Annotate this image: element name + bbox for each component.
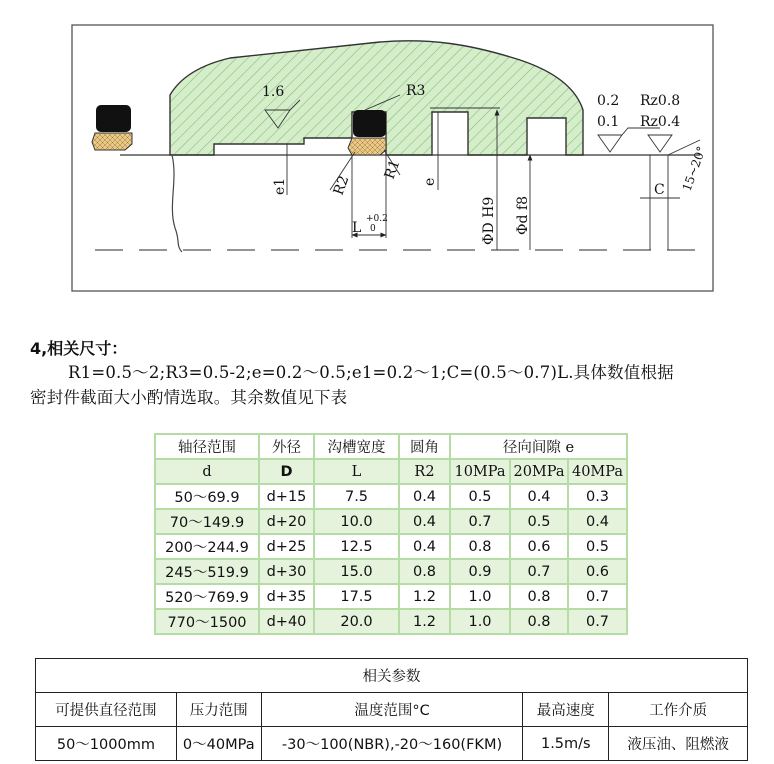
dimension-table	[154, 433, 628, 635]
cell: 0.4	[399, 509, 450, 534]
label-tol-02: 0.2	[597, 93, 620, 109]
table-row	[155, 609, 627, 634]
cell: 0.9	[450, 559, 510, 584]
label-bore-dia: ΦD H9	[481, 196, 497, 245]
label-rz04: Rz0.4	[640, 114, 681, 130]
cell: 0.4	[399, 534, 450, 559]
table-subheader-row	[155, 459, 627, 484]
cell: 1.0	[450, 584, 510, 609]
cell: 0.3	[568, 484, 627, 509]
label-r1: R1	[381, 157, 404, 182]
value-diameter-range: 50～1000mm	[36, 727, 177, 761]
label-groove-width: L	[352, 220, 362, 236]
subheader-d: d	[155, 459, 259, 484]
table-row	[155, 484, 627, 509]
header-temperature-range: 温度范围°C	[261, 693, 523, 727]
label-chamfer: C	[654, 182, 665, 198]
seal-groove-drawing	[0, 0, 774, 300]
cell: 0.6	[510, 534, 568, 559]
subheader-40mpa: 40MPa	[568, 459, 627, 484]
cell: 0.8	[450, 534, 510, 559]
label-tol-lower: 0	[370, 224, 376, 234]
header-outer-dia: 外径	[259, 434, 314, 459]
parameter-table-title: 相关参数	[36, 659, 748, 693]
cell: d+30	[259, 559, 314, 584]
seal-profile-black	[96, 105, 131, 132]
value-max-speed: 1.5m/s	[523, 727, 609, 761]
value-working-medium: 液压油、阻燃液	[609, 727, 748, 761]
cell: 70～149.9	[155, 509, 259, 534]
value-pressure-range: 0～40MPa	[176, 727, 261, 761]
parameter-value-row	[36, 727, 748, 761]
cell: 12.5	[314, 534, 399, 559]
cell: 0.5	[510, 509, 568, 534]
table-header-row	[155, 434, 627, 459]
cell: d+40	[259, 609, 314, 634]
section-description	[30, 360, 760, 410]
header-shaft-range: 轴径范围	[155, 434, 259, 459]
table-row	[155, 509, 627, 534]
subheader-R2: R2	[399, 459, 450, 484]
cell: 50～69.9	[155, 484, 259, 509]
cell: 1.0	[450, 609, 510, 634]
header-fillet: 圆角	[399, 434, 450, 459]
table-row	[155, 534, 627, 559]
cell: 1.2	[399, 609, 450, 634]
label-tol-upper: +0.2	[366, 214, 388, 224]
cell: 0.7	[568, 609, 627, 634]
seal-ring-ptfe	[348, 138, 386, 155]
cell: 0.7	[450, 509, 510, 534]
subheader-20mpa: 20MPa	[510, 459, 568, 484]
label-roughness: 1.6	[262, 84, 285, 100]
label-r2: R2	[330, 173, 353, 198]
cell: d+15	[259, 484, 314, 509]
description-line-1: R1=0.5～2;R3=0.5-2;e=0.2～0.5;e1=0.2～1;C=(0.5～0.7)L.具体数值根据	[68, 363, 674, 382]
cell: 0.7	[510, 559, 568, 584]
parameter-table	[35, 658, 748, 761]
cell: 15.0	[314, 559, 399, 584]
cell: 7.5	[314, 484, 399, 509]
label-shaft-dia: Φd f8	[515, 196, 531, 235]
seal-ring-black	[353, 110, 386, 137]
subheader-D: D	[259, 459, 314, 484]
label-angle: 15~20°	[679, 144, 709, 194]
label-e: e	[422, 177, 438, 186]
cell: 1.2	[399, 584, 450, 609]
label-tol-01: 0.1	[597, 114, 620, 130]
table-row	[155, 584, 627, 609]
header-diameter-range: 可提供直径范围	[36, 693, 177, 727]
cell: 0.7	[568, 584, 627, 609]
cell: d+20	[259, 509, 314, 534]
cell: 520～769.9	[155, 584, 259, 609]
cell: 20.0	[314, 609, 399, 634]
cell: 0.8	[510, 584, 568, 609]
cell: 17.5	[314, 584, 399, 609]
cell: d+35	[259, 584, 314, 609]
header-max-speed: 最高速度	[523, 693, 609, 727]
header-working-medium: 工作介质	[609, 693, 748, 727]
cell: 0.8	[399, 559, 450, 584]
label-rz08: Rz0.8	[640, 93, 681, 109]
break-line	[172, 155, 182, 252]
label-r3: R3	[406, 83, 426, 99]
table-row	[155, 559, 627, 584]
cell: 200～244.9	[155, 534, 259, 559]
cell: 10.0	[314, 509, 399, 534]
cell: 0.5	[450, 484, 510, 509]
seal-profile-ptfe	[92, 133, 132, 150]
section-title: 4,相关尺寸：	[30, 339, 128, 358]
cell: 0.5	[568, 534, 627, 559]
label-e1: e1	[272, 177, 288, 195]
cell: 0.4	[510, 484, 568, 509]
header-pressure-range: 压力范围	[176, 693, 261, 727]
cell: 0.4	[399, 484, 450, 509]
description-line-2: 密封件截面大小酌情选取。其余数值见下表	[30, 388, 348, 407]
cell: 0.4	[568, 509, 627, 534]
cell: 0.8	[510, 609, 568, 634]
cell: 770～1500	[155, 609, 259, 634]
cell: d+25	[259, 534, 314, 559]
subheader-10mpa: 10MPa	[450, 459, 510, 484]
value-temperature-range: -30～100(NBR),-20～160(FKM)	[261, 727, 523, 761]
cell: 245～519.9	[155, 559, 259, 584]
header-groove-width: 沟槽宽度	[314, 434, 399, 459]
subheader-L: L	[314, 459, 399, 484]
parameter-header-row	[36, 693, 748, 727]
cell: 0.6	[568, 559, 627, 584]
header-radial-gap: 径向间隙 e	[450, 434, 627, 459]
